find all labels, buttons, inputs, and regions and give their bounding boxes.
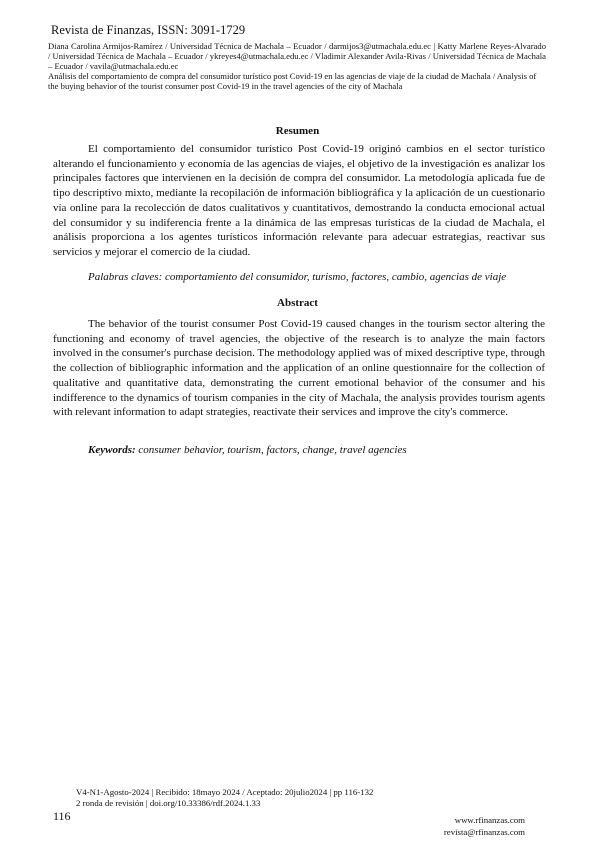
email-link[interactable]: revista@rfinanzas.com bbox=[443, 827, 525, 837]
article-title: Análisis del comportamiento de compra del consumidor turístico post Covid-19 en las agencias de viaje de la ciudad de Machala / Analysis of the buying behavior of the tourist consumer post Covid-19 in the travel agencies of the city of Machala bbox=[48, 71, 537, 92]
abstract-body: The behavior of the tourist consumer Post Covid-19 caused changes in the tourism sector altering the functioning and economy of travel agencies, the objective of the research is to analyze the main factors involved in the consumer's purchase decision. The methodology applied was of mixed descriptive type, through the collection of bibliographic information and the application of an online questionnaire for the collection of qualitative and quantitative data, demonstrating the current emotional behavior of the consumer and his indifference to the dynamics of tourism companies in the city of Machala, the analysis provides tourism agents with relevant information to adapt strategies, reactivate their services and improve the city's commerce. bbox=[53, 318, 545, 419]
abstract-keywords bbox=[88, 444, 407, 456]
resumen-body: El comportamiento del consumidor turístico Post Covid-19 originó cambios en el sector turístico alterando el funcionamiento y economía de las agencias de viajes, el objetivo de la investigación es analizar los principales factores que intervienen en la decisión de compra del consumidor. La metodología aplicada fue de tipo descriptivo mixto, mediante la recopilación de información bibliográfica y la aplicación de un cuestionario vía online para la recolección de datos cualitativos y cuantitativos, demostrando la conducta emocional actual del consumidor y su indiferencia frente a la dinámica de las empresas turísticas de la ciudad de Machala, el análisis proporciona a los agentes turísticos información relevante para adecuar estrategias, reactivar sus servicios y mejorar el comercio de la ciudad. bbox=[53, 143, 545, 258]
resumen-keywords: Palabras claves: comportamiento del consumidor, turismo, factores, cambio, agencias de viaje bbox=[88, 271, 507, 283]
keywords-label: Keywords: bbox=[88, 444, 136, 456]
publication-meta bbox=[76, 787, 373, 810]
abstract-heading: Abstract bbox=[277, 297, 318, 309]
article-byline bbox=[48, 41, 546, 91]
resumen-heading: Resumen bbox=[275, 125, 320, 137]
page-number: 116 bbox=[53, 809, 71, 823]
author-list: Diana Carolina Armijos-Ramírez / Universidad Técnica de Machala – Ecuador / darmijos3@utmachala.edu.ec | Katty Marlene Reyes-Alvarado / Universidad Técnica de Machala – Ecuador / ykreyes4@utmachala.edu.ec / Vladimir Alexander Avila-Rivas / Universidad Técnica de Machala – Ecuador / vavila@utmachala.edu.ec bbox=[48, 41, 546, 72]
website-link[interactable]: www.rfinanzas.com bbox=[454, 815, 525, 825]
doi-line: 2 ronda de revisión | doi.org/10.33386/rdf.2024.1.33 bbox=[76, 798, 261, 809]
journal-header: Revista de Finanzas, ISSN: 3091-1729 bbox=[51, 23, 246, 37]
publication-dates: V4-N1-Agosto-2024 | Recibido: 18mayo 2024 / Aceptado: 20julio2024 | pp 116-132 bbox=[76, 787, 374, 797]
journal-contact bbox=[444, 814, 525, 838]
keywords-list: consumer behavior, tourism, factors, change, travel agencies bbox=[138, 444, 407, 456]
